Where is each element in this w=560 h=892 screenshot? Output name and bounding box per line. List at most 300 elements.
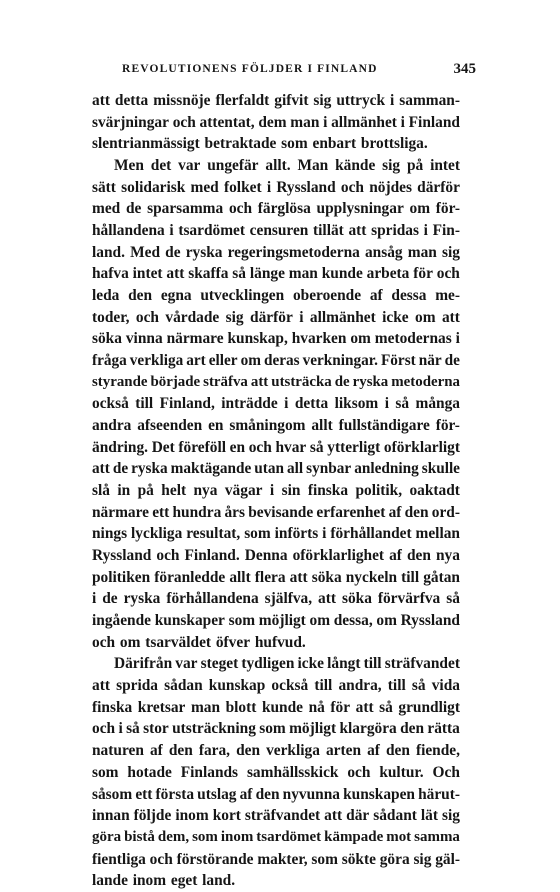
word: maktägande [170, 460, 252, 478]
word: sträfvandet [244, 807, 321, 825]
word: att [166, 265, 185, 283]
word: verkningar. [302, 352, 378, 370]
word: af [389, 547, 402, 565]
word: därför [417, 178, 460, 196]
word: allt. [265, 157, 291, 175]
word: gåtan [423, 568, 460, 586]
text-line [92, 133, 460, 155]
text-line [92, 632, 460, 654]
text-line [92, 285, 460, 307]
text-line [92, 784, 460, 806]
text-line [92, 263, 460, 285]
word: sökte [341, 850, 376, 868]
word: i [322, 525, 327, 543]
word: gifvit [274, 92, 309, 109]
word: regeringsmetoderna [227, 243, 360, 261]
word: inträdde [221, 395, 278, 413]
word: nya [435, 547, 460, 565]
word: om [119, 633, 141, 651]
word: lyckliga [131, 525, 183, 543]
word: i [400, 113, 405, 131]
word: och [135, 308, 159, 326]
word: metodernas [374, 330, 452, 348]
word: helt [161, 482, 187, 500]
word: tsardömet [178, 222, 245, 240]
text-line [92, 545, 460, 567]
word: inom [132, 872, 167, 890]
word: sparsamma [147, 200, 224, 218]
text-line [92, 328, 460, 350]
word: länge [249, 265, 285, 283]
word: så [395, 395, 410, 413]
text-line [92, 502, 460, 524]
word: andra [92, 417, 132, 435]
word: ungefär [207, 157, 259, 175]
word: den [385, 742, 410, 760]
word: ryska [123, 590, 161, 608]
word: eller [208, 352, 238, 370]
word: i [266, 178, 272, 196]
word: i [299, 308, 304, 326]
word: grundligt [398, 698, 460, 716]
word: Först [380, 352, 416, 370]
word: ändring. [92, 438, 149, 456]
word: var [175, 655, 198, 673]
word: som [228, 612, 256, 630]
word: dem [258, 113, 287, 131]
word: med [190, 178, 219, 196]
word: brottsliga. [360, 135, 428, 153]
word: Finland, [159, 395, 215, 413]
word: kunskap [208, 677, 266, 695]
word: den [400, 720, 425, 738]
word: erfarenhet [316, 503, 386, 521]
word: de [444, 352, 460, 370]
word: vida [431, 677, 460, 695]
word: så [379, 698, 393, 716]
text-line [92, 718, 460, 740]
word: ansåg [364, 243, 403, 261]
text-line [92, 220, 460, 242]
word: om [240, 352, 261, 370]
word: göra [92, 828, 122, 845]
word: den [168, 742, 193, 760]
word: och [172, 113, 196, 131]
word: sådan [164, 677, 203, 695]
word: som [281, 135, 308, 153]
word: sätt [92, 178, 116, 196]
word: land. [92, 243, 125, 261]
word: hafva [92, 265, 129, 283]
word: på [406, 157, 424, 175]
word: sträfvandet [384, 655, 460, 673]
text-line [92, 242, 460, 264]
word: öfver [215, 633, 251, 651]
word: den [255, 785, 280, 803]
word: följde [133, 807, 172, 825]
word: verkliga [129, 352, 184, 370]
word: härut- [418, 785, 460, 803]
word: slentrianmässigt [92, 135, 200, 153]
text-line [92, 458, 460, 480]
word: utvecklingen [200, 287, 285, 305]
word: som [92, 763, 119, 781]
word: den [236, 742, 261, 760]
word: kunde [321, 265, 363, 283]
word: mellan [415, 525, 460, 543]
word: också [92, 395, 129, 413]
word: klargöra [339, 720, 397, 738]
word: och [347, 763, 371, 781]
word: man [407, 243, 437, 261]
word: Man [297, 157, 329, 175]
word: som [259, 720, 286, 738]
word: som [192, 828, 218, 845]
word: politik, [355, 482, 403, 500]
word: de [334, 373, 350, 390]
word: kretsar [137, 698, 186, 716]
word: om [350, 330, 371, 348]
word: och [228, 200, 253, 218]
word: arten [325, 742, 362, 760]
word: att [92, 92, 110, 109]
word: lät [420, 807, 438, 825]
running-title: REVOLUTIONENS FÖLJDER I FINLAND [122, 63, 378, 75]
word: förstörande [176, 850, 254, 868]
word: afseenden [137, 417, 203, 435]
word: att [355, 698, 374, 716]
text-line [92, 480, 460, 502]
word: med [92, 200, 121, 218]
word: att [318, 590, 336, 608]
text-line [92, 849, 460, 871]
text-line [92, 740, 460, 762]
text-line [92, 307, 460, 329]
word: andra, [338, 677, 382, 695]
word: Med [130, 243, 161, 261]
word: attentat, [199, 113, 255, 131]
word: in [117, 482, 131, 500]
word: utan [254, 460, 285, 478]
body-text [92, 90, 460, 892]
word: i [284, 395, 289, 413]
word: års [224, 503, 245, 521]
word: såsom [92, 785, 133, 803]
word: man [290, 113, 320, 131]
word: solidarisk [121, 178, 186, 196]
word: förhållandena [166, 590, 259, 608]
text-line [92, 523, 460, 545]
word: tydligen [241, 655, 295, 673]
word: där [346, 807, 370, 825]
word: så [411, 677, 426, 695]
word: och [92, 720, 116, 738]
word: skaffa [188, 265, 229, 283]
word: möjligt [289, 720, 337, 738]
word: för [330, 698, 351, 716]
word: inom [220, 828, 254, 845]
word: i [423, 222, 428, 240]
text-line [92, 567, 460, 589]
word: Ryssland [92, 547, 152, 565]
word: intet [132, 265, 163, 283]
word: till [135, 395, 154, 413]
word: allt [311, 417, 333, 435]
word: och [156, 547, 180, 565]
word: och [436, 265, 460, 283]
word: fråga [92, 352, 127, 370]
word: folket [223, 178, 262, 196]
word: svärjningar [92, 113, 169, 131]
word: gäl- [435, 850, 460, 868]
word: tillät [313, 222, 344, 240]
word: till [363, 655, 382, 673]
word: lande [92, 872, 128, 890]
word: dessa, [333, 612, 373, 630]
word: om [415, 308, 436, 326]
word: ett [152, 503, 170, 521]
word: Det [151, 438, 175, 456]
word: Finland [408, 113, 460, 131]
word: flerfaldt [215, 92, 270, 109]
word: fiende, [415, 742, 460, 760]
word: i [390, 92, 395, 109]
word: toder, [92, 308, 130, 326]
word: all [287, 460, 304, 478]
word: naturen [92, 742, 144, 760]
word: sig [382, 157, 401, 175]
word: i [269, 482, 275, 500]
word: fientliga [92, 850, 146, 868]
word: i [92, 590, 97, 608]
word: enbart [312, 135, 357, 153]
word: att [92, 677, 110, 695]
word: arbeta [366, 265, 410, 283]
word: oaktadt [409, 482, 460, 500]
word: nyvunna [282, 785, 340, 803]
word: ytterligt [327, 438, 381, 456]
word: började [150, 373, 201, 390]
word: föreföll [178, 438, 226, 456]
word: sin [281, 482, 301, 500]
word: politiken [92, 568, 151, 586]
word: liksom [334, 395, 379, 413]
text-line [92, 177, 460, 199]
word: första [155, 785, 195, 803]
word: Därifrån [114, 655, 173, 673]
word: i [169, 222, 174, 240]
word: upplysningar [316, 200, 404, 218]
word: stor [143, 720, 169, 738]
word: anledning [354, 460, 419, 478]
word: tsardömet [256, 828, 322, 845]
word: de [125, 200, 142, 218]
word: intet [430, 157, 460, 175]
word: hotade [127, 763, 172, 781]
word: af [149, 742, 163, 760]
word: allt [229, 568, 251, 586]
word: hållandena [92, 222, 165, 240]
word: närmare [92, 503, 149, 521]
text-line [92, 415, 460, 437]
word: de [112, 460, 129, 478]
word: hvarken [291, 330, 347, 348]
word: fara, [198, 742, 231, 760]
word: en [208, 417, 224, 435]
word: sig [441, 243, 460, 261]
word: slå [92, 482, 110, 500]
word: dem, [157, 828, 190, 845]
word: art [186, 352, 206, 370]
word: och [92, 633, 116, 651]
text-line [92, 675, 460, 697]
text-line [92, 112, 460, 134]
word: långt [327, 655, 361, 673]
word: skulle [421, 460, 460, 478]
word: nya [193, 482, 218, 500]
word: Ryssland [276, 178, 336, 196]
word: söka [311, 568, 342, 586]
word: styrande [92, 373, 148, 390]
word: därför [250, 308, 293, 326]
word: oförklarligt [383, 438, 460, 456]
word: de [165, 243, 181, 261]
word: censuren [249, 222, 309, 240]
word: af [367, 742, 380, 760]
word: af [388, 503, 402, 521]
word: så [309, 438, 324, 456]
word: Denna [244, 547, 288, 565]
word: införts [274, 525, 319, 543]
word: Och [432, 763, 460, 781]
word: mot [386, 828, 412, 845]
word: i [384, 395, 389, 413]
word: att [289, 568, 308, 586]
word: kort [212, 807, 241, 825]
word: och [149, 850, 173, 868]
word: i [118, 720, 123, 738]
word: fullständigare [338, 417, 430, 435]
word: resultat, [186, 525, 241, 543]
word: ord- [431, 503, 460, 521]
text-line [92, 762, 460, 784]
word: om [376, 612, 397, 630]
word: vårdade [165, 308, 220, 326]
word: söka [92, 330, 122, 348]
word: allmänhet [309, 308, 376, 326]
word: göra [379, 850, 410, 868]
word: också [271, 677, 309, 695]
word: deras [263, 352, 300, 370]
word: kände [335, 157, 376, 175]
word: af [369, 287, 383, 305]
word: den [404, 503, 429, 521]
word: nöjdes [369, 178, 412, 196]
text-line [92, 437, 460, 459]
word: finska [307, 482, 349, 500]
word: att [324, 807, 343, 825]
word: hvar [275, 438, 307, 456]
word: finska [92, 698, 133, 716]
text-line [92, 588, 460, 610]
word: oförklarlighet [292, 547, 385, 565]
word: samma [414, 828, 460, 845]
word: söka [341, 590, 372, 608]
word: närmare [166, 330, 224, 348]
word: flera [254, 568, 286, 586]
word: till [314, 677, 333, 695]
text-line [92, 827, 460, 849]
word: Men [114, 157, 144, 175]
word: tsarväldet [145, 633, 212, 651]
word: så [126, 720, 140, 738]
word: som [244, 525, 271, 543]
word: den [406, 547, 431, 565]
word: Finland. [184, 547, 240, 565]
word: att [441, 308, 460, 326]
text-line [92, 805, 460, 827]
word: sträfva [203, 373, 248, 390]
word: af [239, 785, 253, 803]
word: Fin- [432, 222, 460, 240]
word: egna [160, 287, 192, 305]
word: kultur. [379, 763, 424, 781]
text-line [92, 870, 460, 892]
word: att [348, 222, 367, 240]
word: föranledde [154, 568, 226, 586]
word: land. [202, 872, 236, 890]
word: kämpade [324, 828, 384, 845]
word: småningom [229, 417, 306, 435]
word: för- [435, 417, 460, 435]
word: det [150, 157, 172, 175]
word: sig [413, 850, 432, 868]
text-line [92, 350, 460, 372]
word: rätta [427, 720, 460, 738]
word: ryska [352, 373, 389, 390]
word: missnöje [153, 92, 211, 109]
word: till [387, 677, 406, 695]
word: detta [294, 395, 329, 413]
word: de [102, 590, 118, 608]
word: icke [297, 655, 325, 673]
text-line [92, 372, 460, 394]
word: hufvud. [254, 633, 306, 651]
word: bevisande [248, 503, 314, 521]
word: färglösa [257, 200, 311, 218]
word: så [232, 265, 246, 283]
word: förvärfva [377, 590, 441, 608]
text-line [92, 90, 460, 112]
word: förhållandet [330, 525, 412, 543]
word: hundra [172, 503, 222, 521]
word: den [128, 287, 153, 305]
word: ryska [185, 243, 223, 261]
text-line [92, 155, 460, 177]
word: nå [308, 698, 325, 716]
word: att [250, 373, 269, 390]
word: utsträckning [172, 720, 256, 738]
text-line [92, 653, 460, 675]
word: nyckeln [345, 568, 398, 586]
word: verkliga [266, 742, 320, 760]
word: utsträcka [271, 373, 332, 390]
word: man [190, 698, 221, 716]
word: på [137, 482, 154, 500]
word: för- [435, 200, 460, 218]
word: blott [225, 698, 257, 716]
word: sig [442, 807, 460, 825]
